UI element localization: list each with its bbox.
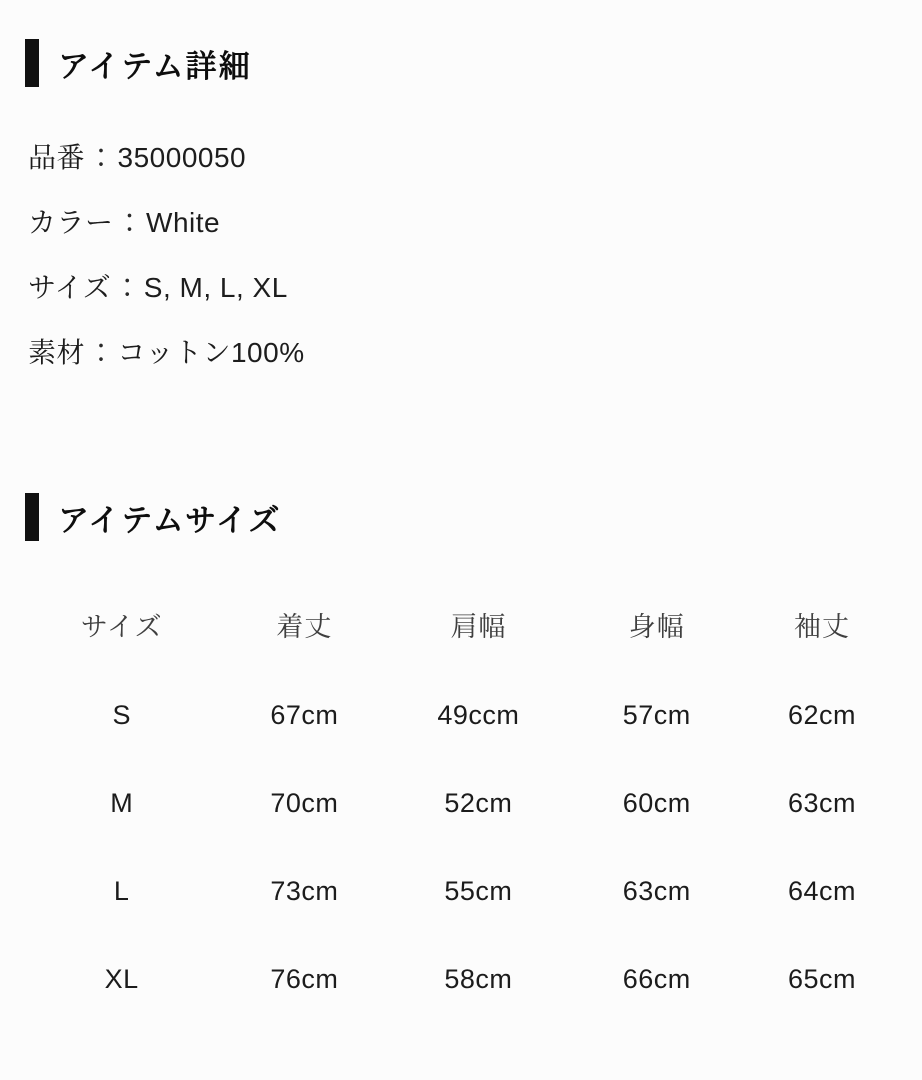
heading-marker-bar bbox=[25, 493, 39, 541]
detail-value: 35000050 bbox=[117, 142, 247, 173]
size-table-row bbox=[26, 788, 896, 818]
size-table-row bbox=[26, 964, 896, 994]
size-table-row bbox=[26, 700, 896, 730]
detail-label: 素材 bbox=[28, 337, 86, 368]
size-table-header-row bbox=[26, 612, 896, 642]
detail-label: 品番 bbox=[28, 142, 86, 173]
size-table-cell: 63cm bbox=[788, 788, 857, 818]
detail-value: White bbox=[146, 207, 221, 238]
size-table-cell: 肩幅 bbox=[450, 612, 507, 642]
item-details-list bbox=[28, 143, 922, 368]
size-table-cell: 66cm bbox=[622, 964, 691, 994]
size-table-cell: 76cm bbox=[270, 964, 339, 994]
detail-row bbox=[28, 273, 922, 303]
item-details-heading bbox=[25, 38, 922, 88]
detail-row bbox=[28, 338, 922, 368]
item-size-heading-text: アイテムサイズ bbox=[58, 502, 282, 538]
section-item-details bbox=[0, 38, 922, 368]
item-size-heading bbox=[25, 492, 922, 542]
size-table-cell: 73cm bbox=[270, 876, 339, 906]
detail-separator: ： bbox=[87, 142, 116, 173]
detail-row bbox=[28, 143, 922, 173]
size-table-cell: 身幅 bbox=[628, 612, 685, 642]
size-table-cell: 52cm bbox=[444, 788, 513, 818]
size-table-cell: M bbox=[110, 788, 134, 818]
size-table-cell: 袖丈 bbox=[794, 612, 851, 642]
section-item-size bbox=[0, 492, 922, 994]
size-table-row bbox=[26, 876, 896, 906]
size-table-cell: 65cm bbox=[788, 964, 857, 994]
item-details-heading-text: アイテム詳細 bbox=[58, 48, 252, 84]
size-table-cell: サイズ bbox=[80, 612, 163, 642]
detail-label: サイズ bbox=[28, 272, 112, 303]
size-table-cell: 57cm bbox=[622, 700, 691, 730]
detail-row bbox=[28, 208, 922, 238]
size-table-cell: 着丈 bbox=[276, 612, 333, 642]
size-table-body bbox=[26, 700, 896, 994]
size-table-cell: 58cm bbox=[444, 964, 513, 994]
size-table-cell: L bbox=[113, 876, 130, 906]
detail-separator: ： bbox=[113, 272, 142, 303]
detail-value: S, M, L, XL bbox=[143, 272, 288, 303]
size-table-cell: 63cm bbox=[622, 876, 691, 906]
size-table-cell: 55cm bbox=[444, 876, 513, 906]
detail-value: コットン100% bbox=[117, 337, 305, 368]
size-table-cell: 62cm bbox=[788, 700, 857, 730]
size-table-cell: XL bbox=[104, 964, 139, 994]
size-table-cell: 60cm bbox=[622, 788, 691, 818]
heading-marker-bar bbox=[25, 39, 39, 87]
detail-separator: ： bbox=[87, 337, 116, 368]
size-table-cell: S bbox=[112, 700, 131, 730]
size-table-cell: 49ccm bbox=[437, 700, 520, 730]
detail-separator: ： bbox=[115, 207, 145, 238]
size-table-cell: 70cm bbox=[270, 788, 339, 818]
size-table-cell: 64cm bbox=[788, 876, 857, 906]
size-table-cell: 67cm bbox=[270, 700, 339, 730]
detail-label: カラー bbox=[28, 207, 114, 238]
size-table bbox=[26, 612, 896, 994]
